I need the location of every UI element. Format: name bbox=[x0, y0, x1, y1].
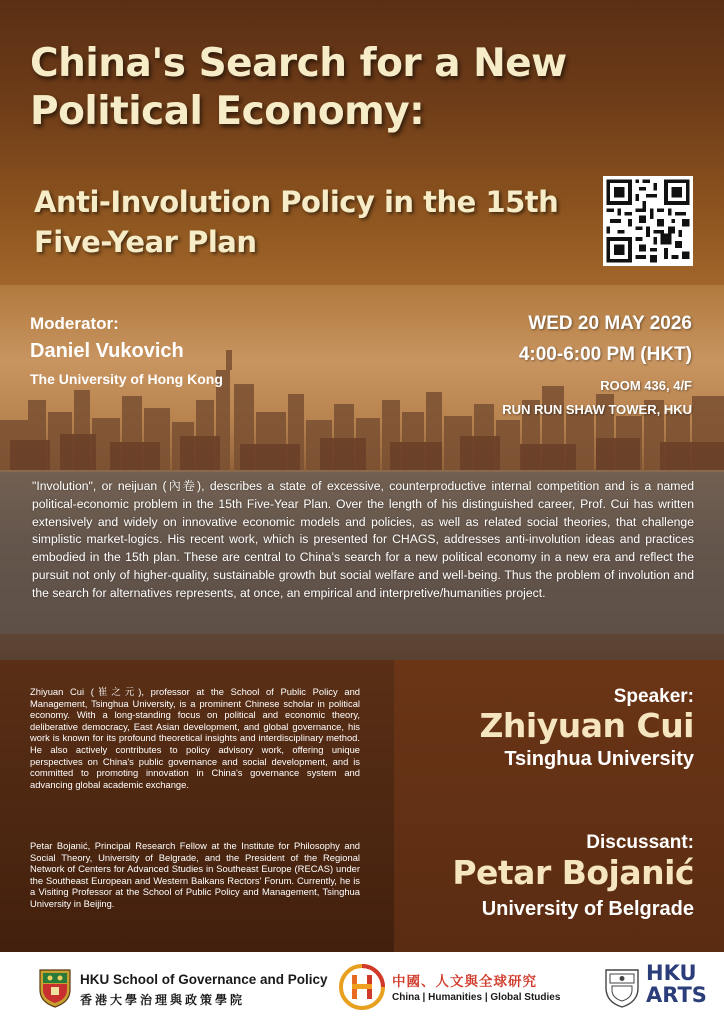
moderator-label: Moderator: bbox=[30, 314, 119, 333]
event-time: 4:00-6:00 PM (HKT) bbox=[518, 344, 692, 365]
discussant-name: Petar Bojanić bbox=[452, 853, 694, 892]
event-abstract: "Involution", or neijuan (內卷), describes a state of excessive, counterproductive internal competition and is a named political-economic problem in the 15th Five-Year Plan. Over the length of his distinguished career, Prof. Cui has written extensively and widely on innovative economic models and policies, as well as related social theories, that challenge simplistic market-logics. His recent work, which is presented for CHAGS, addresses anti-involution ideas and practices embodied in the 15th plan. These are central to China's search for a new political economy in a new era and reflect the pursuit not only of higher-quality, sustainable growth but social welfare and well-being. Thus the problem of involution and the search for alternatives represents, at once, an empirical and interpretive/humanities project. bbox=[32, 479, 694, 600]
event-subtitle: Anti-Involution Policy in the 15th Five-Year Plan bbox=[34, 185, 559, 259]
chgs-name-en: China | Humanities | Global Studies bbox=[392, 992, 561, 1003]
hku-arts-line1: HKU bbox=[646, 961, 697, 985]
hku-arts-crest-icon bbox=[604, 966, 640, 1008]
registration-qr-code[interactable] bbox=[603, 176, 693, 266]
speaker-name: Zhiyuan Cui bbox=[479, 706, 694, 745]
moderator-affiliation: The University of Hong Kong bbox=[30, 371, 223, 387]
hku-crest-icon bbox=[38, 968, 72, 1008]
sgp-name-zh: 香港大學治理與政策學院 bbox=[80, 993, 246, 1007]
event-title: China's Search for a New Political Economy: bbox=[30, 41, 567, 134]
event-date: WED 20 MAY 2026 bbox=[528, 313, 692, 334]
speaker-bio: Zhiyuan Cui (崔之元), professor at the School of Public Policy and Management, Tsinghua University, is a prominent Chinese scholar in political economy. With a long-standing focus on political and economic theory, deliberative democracy, East Asian development, and global governance, his work is known for its profound theoretical insights and interdisciplinary method. He also actively contributes to policy advisory work, offering unique perspectives on China's public governance and social development, and is committed to promoting innovation in China's governance system and advancing global academic exchange. bbox=[30, 686, 360, 790]
event-building: RUN RUN SHAW TOWER, HKU bbox=[502, 402, 692, 417]
chgs-name-zh: 中國、人文與全球研究 bbox=[392, 974, 537, 989]
moderator-name: Daniel Vukovich bbox=[30, 340, 184, 362]
discussant-bio: Petar Bojanić, Principal Research Fellow at the Institute for Philosophy and Social Theory, University of Belgrade, and the President of the Regional Network of Centers for Advanced Studies in Southeast Europe (RECAS) under the Southeast European and Western Balkans Rectors' Forum. Currently, he is a Visiting Professor at the School of Public Policy and Management, Tsinghua University in Beijing. bbox=[30, 840, 360, 909]
discussant-label: Discussant: bbox=[586, 832, 694, 853]
speaker-label: Speaker: bbox=[613, 686, 694, 707]
event-room: ROOM 436, 4/F bbox=[600, 378, 692, 393]
discussant-affiliation: University of Belgrade bbox=[481, 898, 694, 920]
hku-arts-line2: ARTS bbox=[646, 983, 707, 1007]
chgs-logo-icon bbox=[338, 962, 386, 1012]
speaker-affiliation: Tsinghua University bbox=[504, 748, 694, 770]
qr-icon bbox=[603, 176, 693, 266]
sgp-name-en: HKU School of Governance and Policy bbox=[80, 972, 328, 987]
